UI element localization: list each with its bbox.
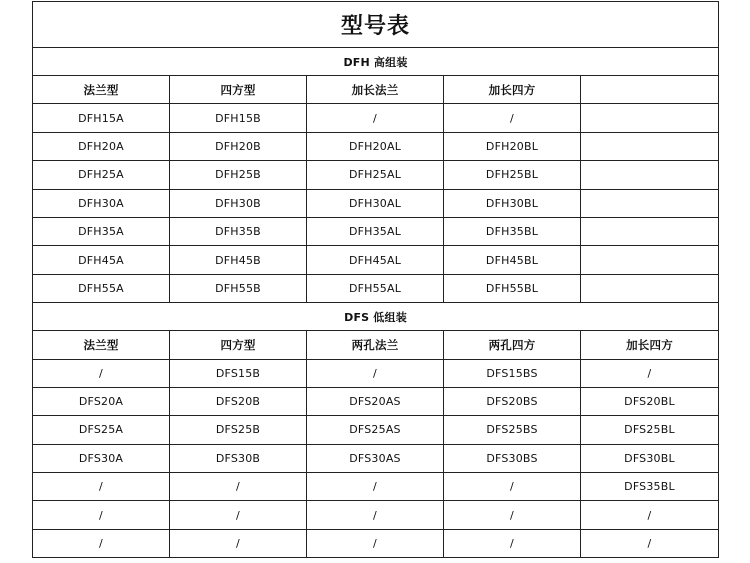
dfs-table-cell: / <box>581 501 719 529</box>
dfs-table-cell: / <box>444 473 581 501</box>
dfh-header-row <box>33 76 719 104</box>
dfs-table-row <box>33 387 719 415</box>
dfh-table-cell: DFH25B <box>170 161 307 189</box>
dfs-column-header: 法兰型 <box>33 331 170 359</box>
dfh-table-cell: DFH55A <box>33 274 170 302</box>
dfh-column-header: 法兰型 <box>33 76 170 104</box>
dfh-table-cell: DFH30A <box>33 189 170 217</box>
dfh-table-cell: DFH55B <box>170 274 307 302</box>
dfh-table-cell: DFH45BL <box>444 246 581 274</box>
dfh-table-cell: DFH20A <box>33 132 170 160</box>
dfs-table-cell: / <box>444 501 581 529</box>
dfh-table-cell: DFH35AL <box>307 217 444 245</box>
dfh-table-cell: DFH30BL <box>444 189 581 217</box>
dfh-table-cell: DFH20AL <box>307 132 444 160</box>
dfs-table-cell: DFS25AS <box>307 416 444 444</box>
dfh-column-header <box>581 76 719 104</box>
dfs-table-cell: DFS35BL <box>581 473 719 501</box>
dfs-table-cell: / <box>170 473 307 501</box>
dfs-table-cell: DFS15BS <box>444 359 581 387</box>
dfh-table-cell: / <box>307 104 444 132</box>
dfh-table-cell: DFH20BL <box>444 132 581 160</box>
dfh-table-cell <box>581 189 719 217</box>
dfh-table-cell: / <box>444 104 581 132</box>
dfs-table-cell: DFS30BL <box>581 444 719 472</box>
dfh-table-cell <box>581 217 719 245</box>
dfh-table-row <box>33 132 719 160</box>
dfh-column-header: 四方型 <box>170 76 307 104</box>
dfs-table-row <box>33 359 719 387</box>
dfh-table-row <box>33 274 719 302</box>
dfs-table-cell: / <box>581 359 719 387</box>
dfs-table-row <box>33 416 719 444</box>
dfs-table-row <box>33 501 719 529</box>
dfs-column-header: 四方型 <box>170 331 307 359</box>
dfs-table-cell: / <box>307 501 444 529</box>
dfh-section-row <box>33 48 719 76</box>
dfh-table-cell: DFH25AL <box>307 161 444 189</box>
dfh-table-cell: DFH15A <box>33 104 170 132</box>
dfh-table-row <box>33 104 719 132</box>
dfs-table-cell: / <box>33 359 170 387</box>
dfs-table-row <box>33 444 719 472</box>
dfs-table-cell: / <box>33 473 170 501</box>
dfs-header-row <box>33 331 719 359</box>
dfh-table-cell: DFH15B <box>170 104 307 132</box>
dfs-table-cell: / <box>33 529 170 557</box>
dfs-table-cell: DFS15B <box>170 359 307 387</box>
dfs-table-cell: / <box>581 529 719 557</box>
dfs-table-cell: DFS30A <box>33 444 170 472</box>
dfh-table-cell: DFH45B <box>170 246 307 274</box>
dfs-table-cell: / <box>307 359 444 387</box>
dfh-table-cell <box>581 161 719 189</box>
model-table <box>32 1 719 558</box>
dfs-table-cell: DFS30AS <box>307 444 444 472</box>
dfh-table-cell <box>581 246 719 274</box>
dfs-table-cell: DFS20AS <box>307 387 444 415</box>
dfh-table-cell: DFH20B <box>170 132 307 160</box>
model-table-body <box>33 2 719 558</box>
dfs-section-label: DFS 低组装 <box>33 303 719 331</box>
dfs-table-cell: / <box>33 501 170 529</box>
dfs-table-cell: / <box>170 501 307 529</box>
dfs-table-cell: DFS25B <box>170 416 307 444</box>
dfs-column-header: 加长四方 <box>581 331 719 359</box>
dfh-table-cell: DFH25BL <box>444 161 581 189</box>
dfs-table-cell: DFS25A <box>33 416 170 444</box>
dfh-table-row <box>33 161 719 189</box>
dfh-table-row <box>33 246 719 274</box>
dfh-table-row <box>33 189 719 217</box>
title-row <box>33 2 719 48</box>
dfs-column-header: 两孔法兰 <box>307 331 444 359</box>
dfh-table-cell: DFH35B <box>170 217 307 245</box>
dfs-table-cell: DFS20BS <box>444 387 581 415</box>
dfs-table-cell: DFS20BL <box>581 387 719 415</box>
dfh-table-cell: DFH45AL <box>307 246 444 274</box>
dfs-table-cell: DFS20A <box>33 387 170 415</box>
dfh-table-cell: DFH55BL <box>444 274 581 302</box>
dfh-table-cell: DFH45A <box>33 246 170 274</box>
dfs-table-row <box>33 529 719 557</box>
dfs-table-cell: DFS25BL <box>581 416 719 444</box>
dfs-table-cell: DFS20B <box>170 387 307 415</box>
dfh-table-cell: DFH35A <box>33 217 170 245</box>
page-title: 型号表 <box>33 2 719 48</box>
dfh-table-cell <box>581 274 719 302</box>
dfh-table-cell: DFH35BL <box>444 217 581 245</box>
dfh-column-header: 加长法兰 <box>307 76 444 104</box>
dfh-table-cell: DFH30AL <box>307 189 444 217</box>
dfs-table-cell: / <box>170 529 307 557</box>
dfs-table-cell: DFS30B <box>170 444 307 472</box>
dfh-column-header: 加长四方 <box>444 76 581 104</box>
dfs-table-cell: DFS30BS <box>444 444 581 472</box>
dfs-section-row <box>33 303 719 331</box>
dfs-table-cell: / <box>307 529 444 557</box>
dfs-table-cell: / <box>307 473 444 501</box>
dfs-table-cell: DFS25BS <box>444 416 581 444</box>
dfh-table-cell: DFH55AL <box>307 274 444 302</box>
dfs-column-header: 两孔四方 <box>444 331 581 359</box>
dfh-table-cell: DFH25A <box>33 161 170 189</box>
dfh-table-cell: DFH30B <box>170 189 307 217</box>
dfs-table-row <box>33 473 719 501</box>
dfs-table-cell: / <box>444 529 581 557</box>
dfh-section-label: DFH 高组装 <box>33 48 719 76</box>
dfh-table-cell <box>581 104 719 132</box>
dfh-table-cell <box>581 132 719 160</box>
model-table-sheet <box>32 1 718 558</box>
dfh-table-row <box>33 217 719 245</box>
